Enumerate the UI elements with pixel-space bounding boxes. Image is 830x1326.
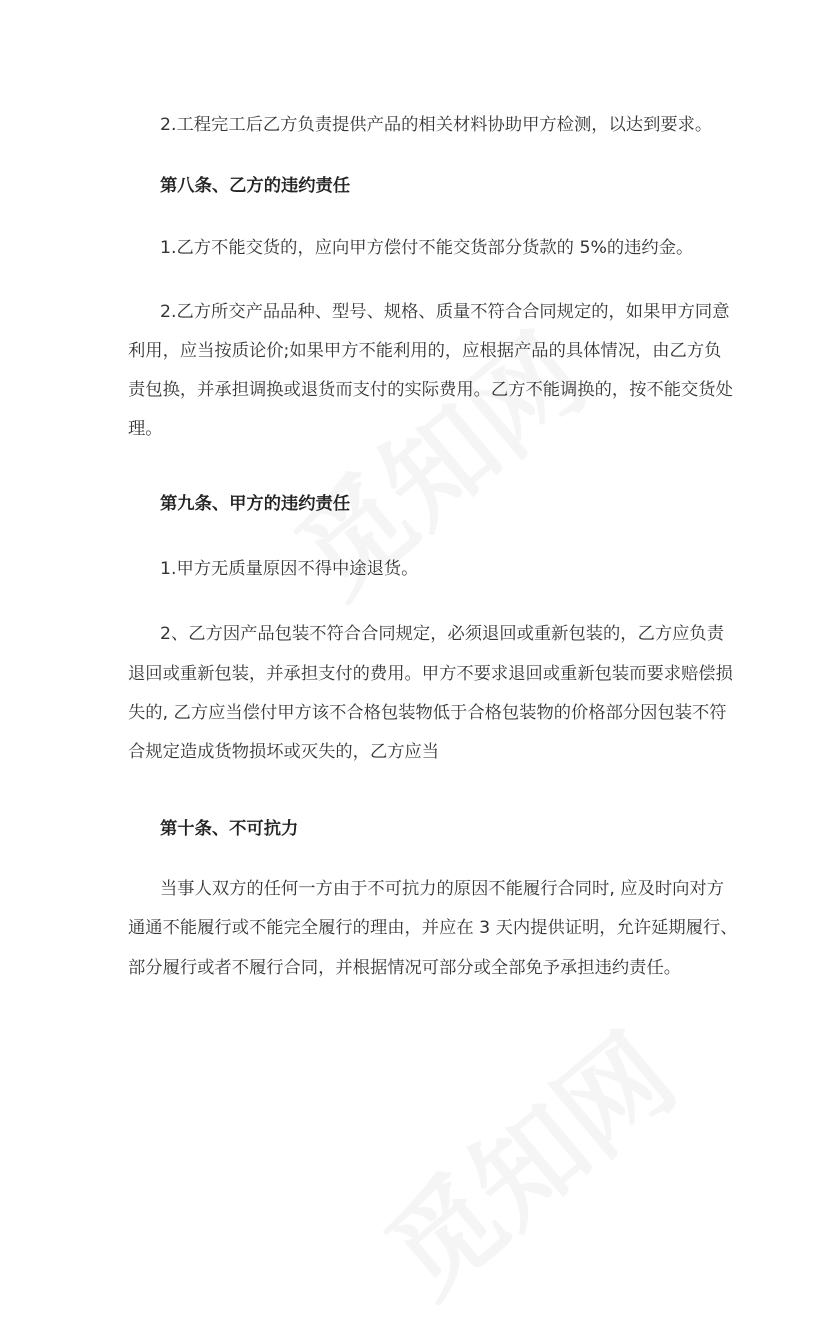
paragraph-line: 2.乙方所交产品品种、型号、规格、质量不符合合同规定的，如果甲方同意 bbox=[160, 302, 730, 322]
paragraph-line: 2、乙方因产品包装不符合合同规定，必须退回或重新包装的，乙方应负责 bbox=[160, 624, 724, 644]
paragraph-line: 理。 bbox=[128, 419, 163, 439]
watermark bbox=[348, 992, 702, 1325]
paragraph-line: 失的, 乙方应当偿付甲方该不合格包装物低于合格包装物的价格部分因包装不符 bbox=[128, 703, 727, 723]
paragraph-line: 利用，应当按质论价;如果甲方不能利用的，应根据产品的具体情况，由乙方负 bbox=[128, 341, 722, 361]
paragraph-line: 1.乙方不能交货的，应向甲方偿付不能交货部分货款的 5%的违约金。 bbox=[160, 238, 694, 258]
paragraph-line: 责包换，并承担调换或退货而支付的实际费用。乙方不能调换的，按不能交货处 bbox=[128, 380, 733, 400]
paragraph-line: 退回或重新包装，并承担支付的费用。甲方不要求退回或重新包装而要求赔偿损 bbox=[128, 664, 733, 684]
section-heading: 第十条、不可抗力 bbox=[160, 819, 299, 839]
paragraph-line: 2.工程完工后乙方负责提供产品的相关材料协助甲方检测，以达到要求。 bbox=[160, 115, 713, 135]
section-heading: 第八条、乙方的违约责任 bbox=[160, 176, 351, 196]
paragraph-line: 合规定造成货物损坏或灭失的，乙方应当 bbox=[128, 742, 440, 762]
paragraph-line: 1.甲方无质量原因不得中途退货。 bbox=[160, 559, 419, 579]
paragraph-line: 部分履行或者不履行合同，并根据情况可部分或全部免予承担违约责任。 bbox=[128, 958, 682, 978]
paragraph-line: 通通不能履行或不能完全履行的理由，并应在 3 天内提供证明，允许延期履行、 bbox=[128, 918, 738, 938]
paragraph-line: 当事人双方的任何一方由于不可抗力的原因不能履行合同时, 应及时向对方 bbox=[160, 879, 724, 899]
section-heading: 第九条、甲方的违约责任 bbox=[160, 494, 351, 514]
